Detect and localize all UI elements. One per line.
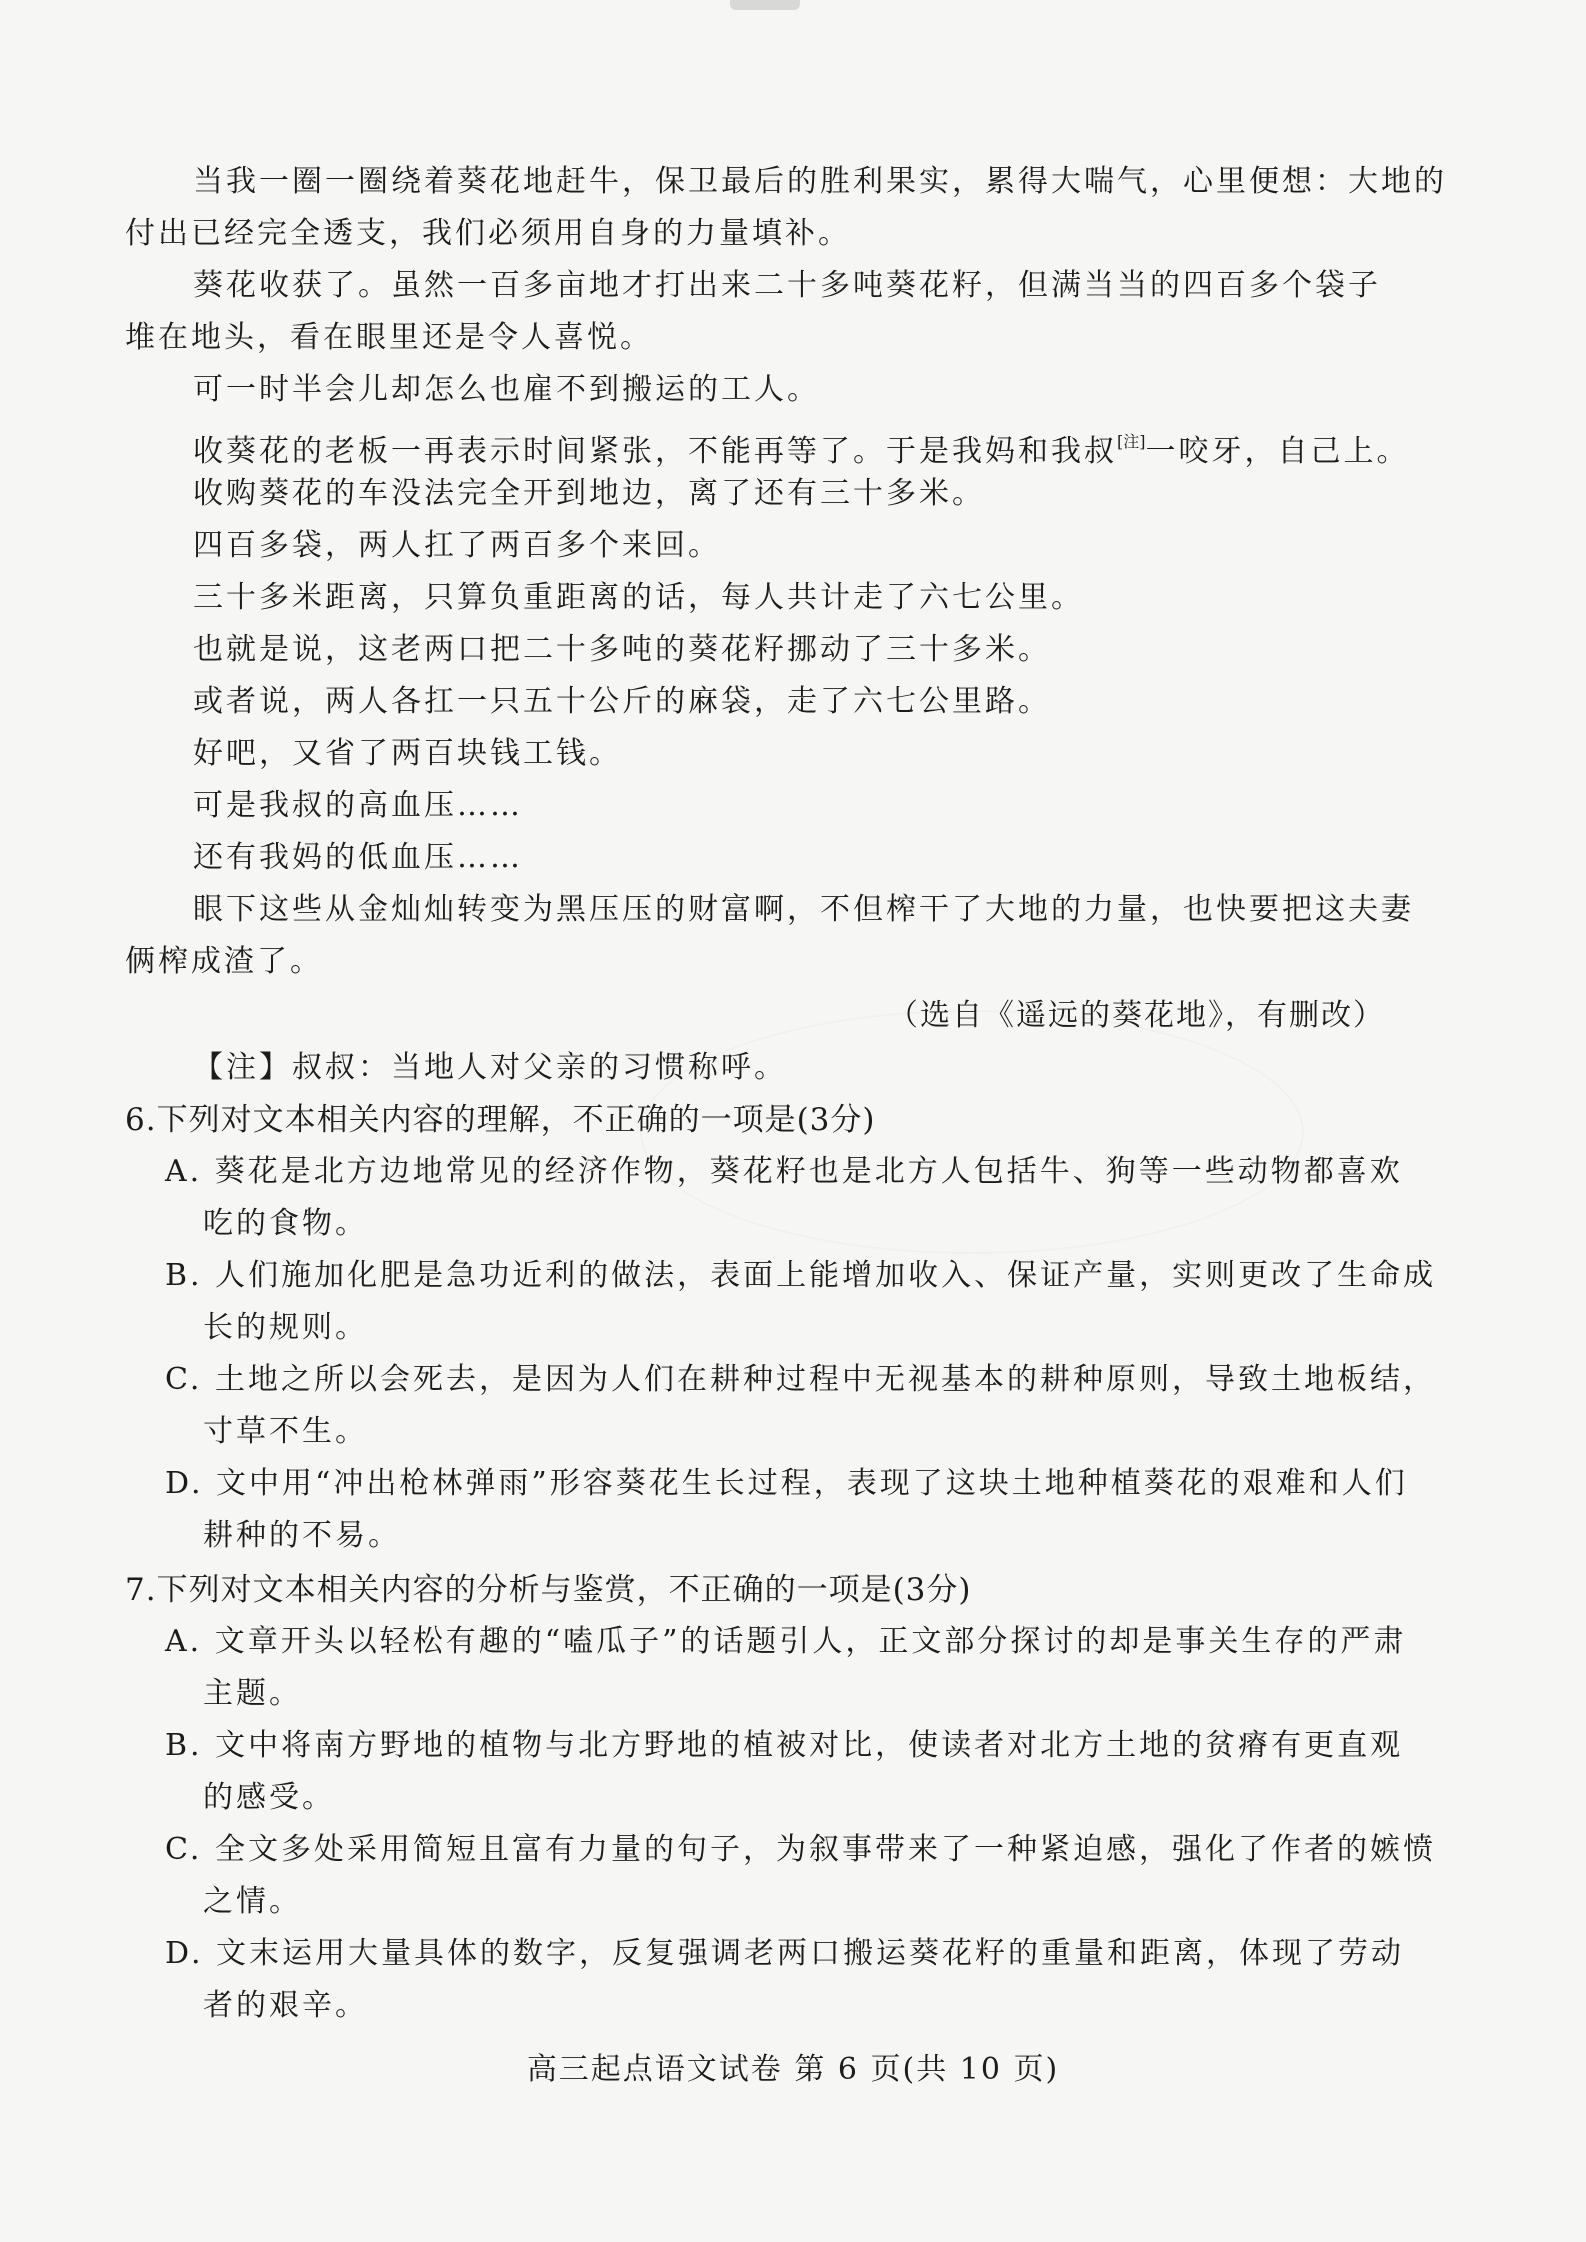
scan-mark	[730, 0, 800, 10]
page-footer: 高三起点语文试卷 第 6 页(共 10 页)	[526, 2052, 1060, 2087]
question-6-title: 6.下列对文本相关内容的理解，不正确的一项是(3分)	[125, 1102, 876, 1138]
q6-option-a: A. 葵花是北方边地常见的经济作物，葵花籽也是北方人包括牛、狗等一些动物都喜欢	[165, 1154, 1403, 1189]
q7-option-a: A. 文章开头以轻松有趣的“嗑瓜子”的话题引人，正文部分探讨的却是事关生存的严肃	[165, 1624, 1407, 1659]
passage-line: 好吧，又省了两百块钱工钱。	[193, 736, 622, 771]
q7-option-b: B. 文中将南方野地的植物与北方野地的植被对比，使读者对北方土地的贫瘠有更直观	[165, 1728, 1404, 1763]
passage-line: 堆在地头，看在眼里还是令人喜悦。	[125, 320, 653, 355]
passage-line-with-note	[193, 422, 1410, 472]
passage-line-text: 一咬牙，自己上。	[1145, 434, 1410, 469]
passage-line: 葵花收获了。虽然一百多亩地才打出来二十多吨葵花籽，但满当当的四百多个袋子	[193, 268, 1381, 303]
q6-option-b-cont: 长的规则。	[203, 1310, 368, 1345]
q7-option-d: D. 文末运用大量具体的数字，反复强调老两口搬运葵花籽的重量和距离，体现了劳动	[165, 1936, 1405, 1971]
q7-option-b-cont: 的感受。	[203, 1780, 335, 1815]
passage-line: 四百多袋，两人扛了两百多个来回。	[193, 528, 721, 563]
passage-line: 眼下这些从金灿灿转变为黑压压的财富啊，不但榨干了大地的力量，也快要把这夫妻	[193, 892, 1414, 927]
q7-option-c: C. 全文多处采用简短且富有力量的句子，为叙事带来了一种紧迫感，强化了作者的嫉愤	[165, 1832, 1436, 1867]
passage-line: 或者说，两人各扛一只五十公斤的麻袋，走了六七公里路。	[193, 684, 1051, 719]
note-marker: [注]	[1117, 432, 1146, 451]
q6-option-c: C. 土地之所以会死去，是因为人们在耕种过程中无视基本的耕种原则，导致土地板结，	[165, 1362, 1436, 1397]
passage-source: （选自《遥远的葵花地》，有删改）	[888, 998, 1385, 1033]
q7-option-c-cont: 之情。	[203, 1884, 302, 1919]
passage-note: 【注】叔叔：当地人对父亲的习惯称呼。	[193, 1050, 787, 1085]
q6-option-a-cont: 吃的食物。	[203, 1206, 368, 1241]
passage-line: 俩榨成渣了。	[125, 944, 323, 979]
question-7-title: 7.下列对文本相关内容的分析与鉴赏，不正确的一项是(3分)	[125, 1572, 972, 1608]
passage-line: 还有我妈的低血压……	[193, 840, 523, 875]
q6-option-b: B. 人们施加化肥是急功近利的做法，表面上能增加收入、保证产量，实则更改了生命成	[165, 1258, 1437, 1293]
passage-line: 三十多米距离，只算负重距离的话，每人共计走了六七公里。	[193, 580, 1084, 615]
passage-line: 可是我叔的高血压……	[193, 788, 523, 823]
q6-option-d-cont: 耕种的不易。	[203, 1518, 401, 1553]
q7-option-a-cont: 主题。	[203, 1676, 302, 1711]
passage-line: 当我一圈一圈绕着葵花地赶牛，保卫最后的胜利果实，累得大喘气，心里便想：大地的	[193, 164, 1447, 199]
q7-option-d-cont: 者的艰辛。	[203, 1988, 368, 2023]
passage-line: 可一时半会儿却怎么也雇不到搬运的工人。	[193, 372, 820, 407]
q6-option-d: D. 文中用“冲出枪林弹雨”形容葵花生长过程，表现了这块土地种植葵花的艰难和人们	[165, 1466, 1408, 1501]
passage-line-text: 收葵花的老板一再表示时间紧张，不能再等了。于是我妈和我叔	[193, 434, 1117, 469]
passage-line: 收购葵花的车没法完全开到地边，离了还有三十多米。	[193, 476, 985, 511]
passage-line: 也就是说，这老两口把二十多吨的葵花籽挪动了三十多米。	[193, 632, 1051, 667]
q6-option-c-cont: 寸草不生。	[203, 1414, 368, 1449]
passage-line: 付出已经完全透支，我们必须用自身的力量填补。	[125, 216, 851, 251]
